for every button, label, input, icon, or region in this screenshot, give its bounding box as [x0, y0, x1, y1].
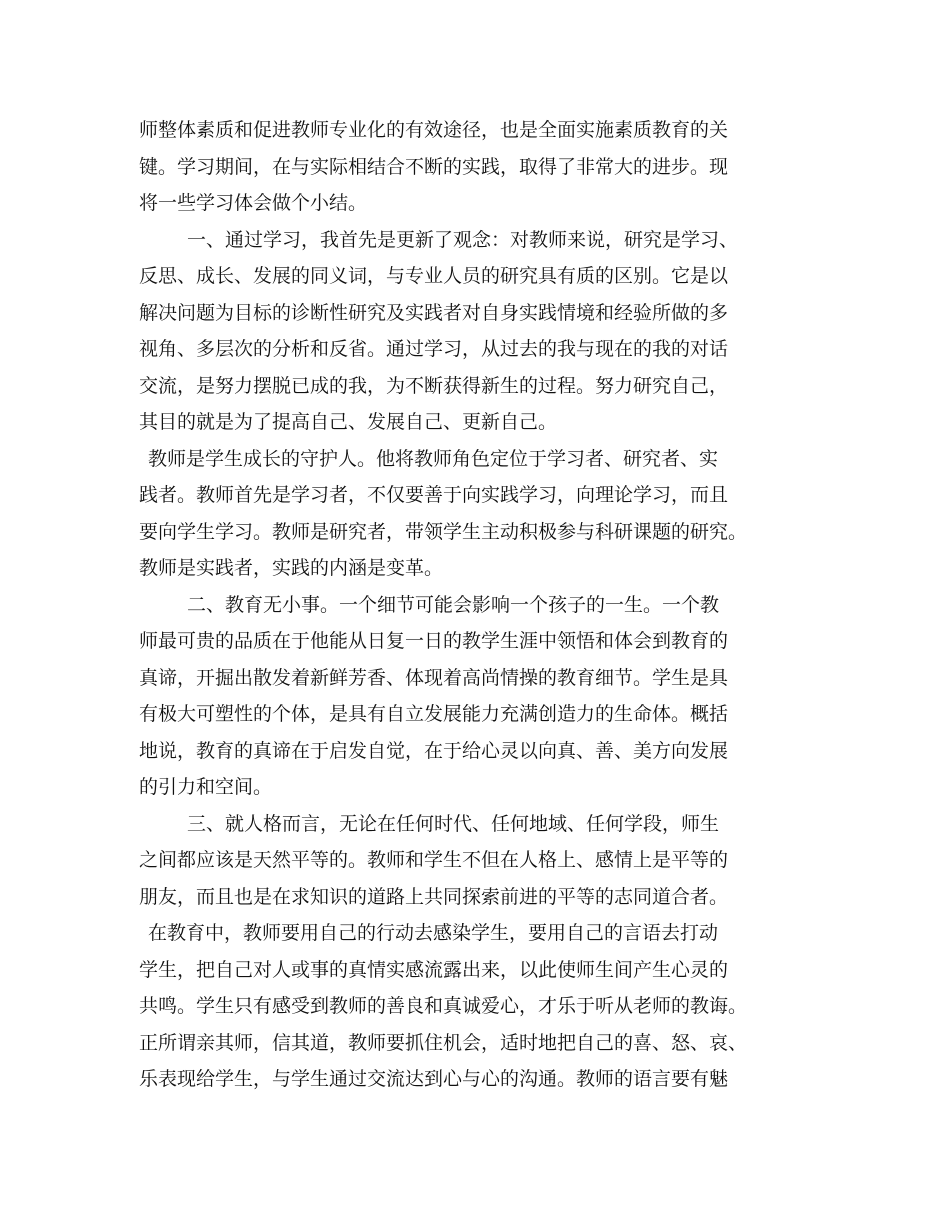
text-line: 共鸣。学生只有感受到教师的善良和真诚爱心，才乐于听从老师的教诲。 [139, 995, 748, 1017]
text-line: 键。学习期间，在与实际相结合不断的实践，取得了非常大的进步。现 [139, 155, 729, 178]
text-line: 交流，是努力摆脱已成的我，为不断获得新生的过程。努力研究自己， [139, 374, 729, 397]
text-line: 有极大可塑性的个体，是具有自立发展能力充满创造力的生命体。概括 [139, 703, 729, 725]
text-line: 师最可贵的品质在于他能从日复一日的教学生涯中领悟和体会到教育的 [139, 630, 729, 652]
text-line: 的引力和空间。 [139, 776, 273, 798]
text-line: 要向学生学习。教师是研究者，带领学生主动积极参与科研课题的研究。 [139, 520, 748, 543]
text-line: 正所谓亲其师，信其道，教师要抓住机会，适时地把自己的喜、怒、哀、 [139, 1031, 748, 1054]
text-line: 二、教育无小事。一个细节可能会影响一个孩子的一生。一个教 [187, 593, 720, 616]
text-line: 反思、成长、发展的同义词，与专业人员的研究具有质的区别。它是以 [139, 265, 729, 287]
text-line: 践者。教师首先是学习者，不仅要善于向实践学习，向理论学习，而且 [139, 484, 729, 506]
text-line: 解决问题为目标的诊断性研究及实践者对自身实践情境和经验所做的多 [139, 301, 729, 324]
text-line: 视角、多层次的分析和反省。通过学习，从过去的我与现在的我的对话 [139, 338, 729, 360]
text-line: 地说，教育的真谛在于启发自觉，在于给心灵以向真、善、美方向发展 [139, 739, 729, 762]
text-line: 真谛，开掘出散发着新鲜芳香、体现着高尚情操的教育细节。学生是具 [139, 666, 729, 689]
text-line: 一、通过学习，我首先是更新了观念：对教师来说，研究是学习、 [187, 228, 739, 251]
text-line: 师整体素质和促进教师专业化的有效途径，也是全面实施素质教育的关 [139, 119, 729, 141]
text-line: 其目的就是为了提高自己、发展自己、更新自己。 [139, 411, 558, 433]
text-line: 之间都应该是天然平等的。教师和学生不但在人格上、感情上是平等的 [139, 849, 729, 871]
text-line: 在教育中，教师要用自己的行动去感染学生，要用自己的言语去打动 [148, 922, 719, 944]
text-line: 三、就人格而言，无论在任何时代、任何地域、任何学段，师生 [187, 812, 720, 835]
document-body [139, 112, 819, 1098]
text-line: 朋友，而且也是在求知识的道路上共同探索前进的平等的志同道合者。 [139, 885, 729, 908]
text-line: 教师是学生成长的守护人。他将教师角色定位于学习者、研究者、实 [148, 447, 719, 470]
text-line: 教师是实践者，实践的内涵是变革。 [139, 557, 444, 579]
text-line: 将一些学习体会做个小结。 [139, 192, 368, 214]
text-line: 乐表现给学生，与学生通过交流达到心与心的沟通。教师的语言要有魅 [139, 1068, 729, 1090]
text-line: 学生，把自己对人或事的真情实感流露出来，以此使师生间产生心灵的 [139, 958, 729, 981]
